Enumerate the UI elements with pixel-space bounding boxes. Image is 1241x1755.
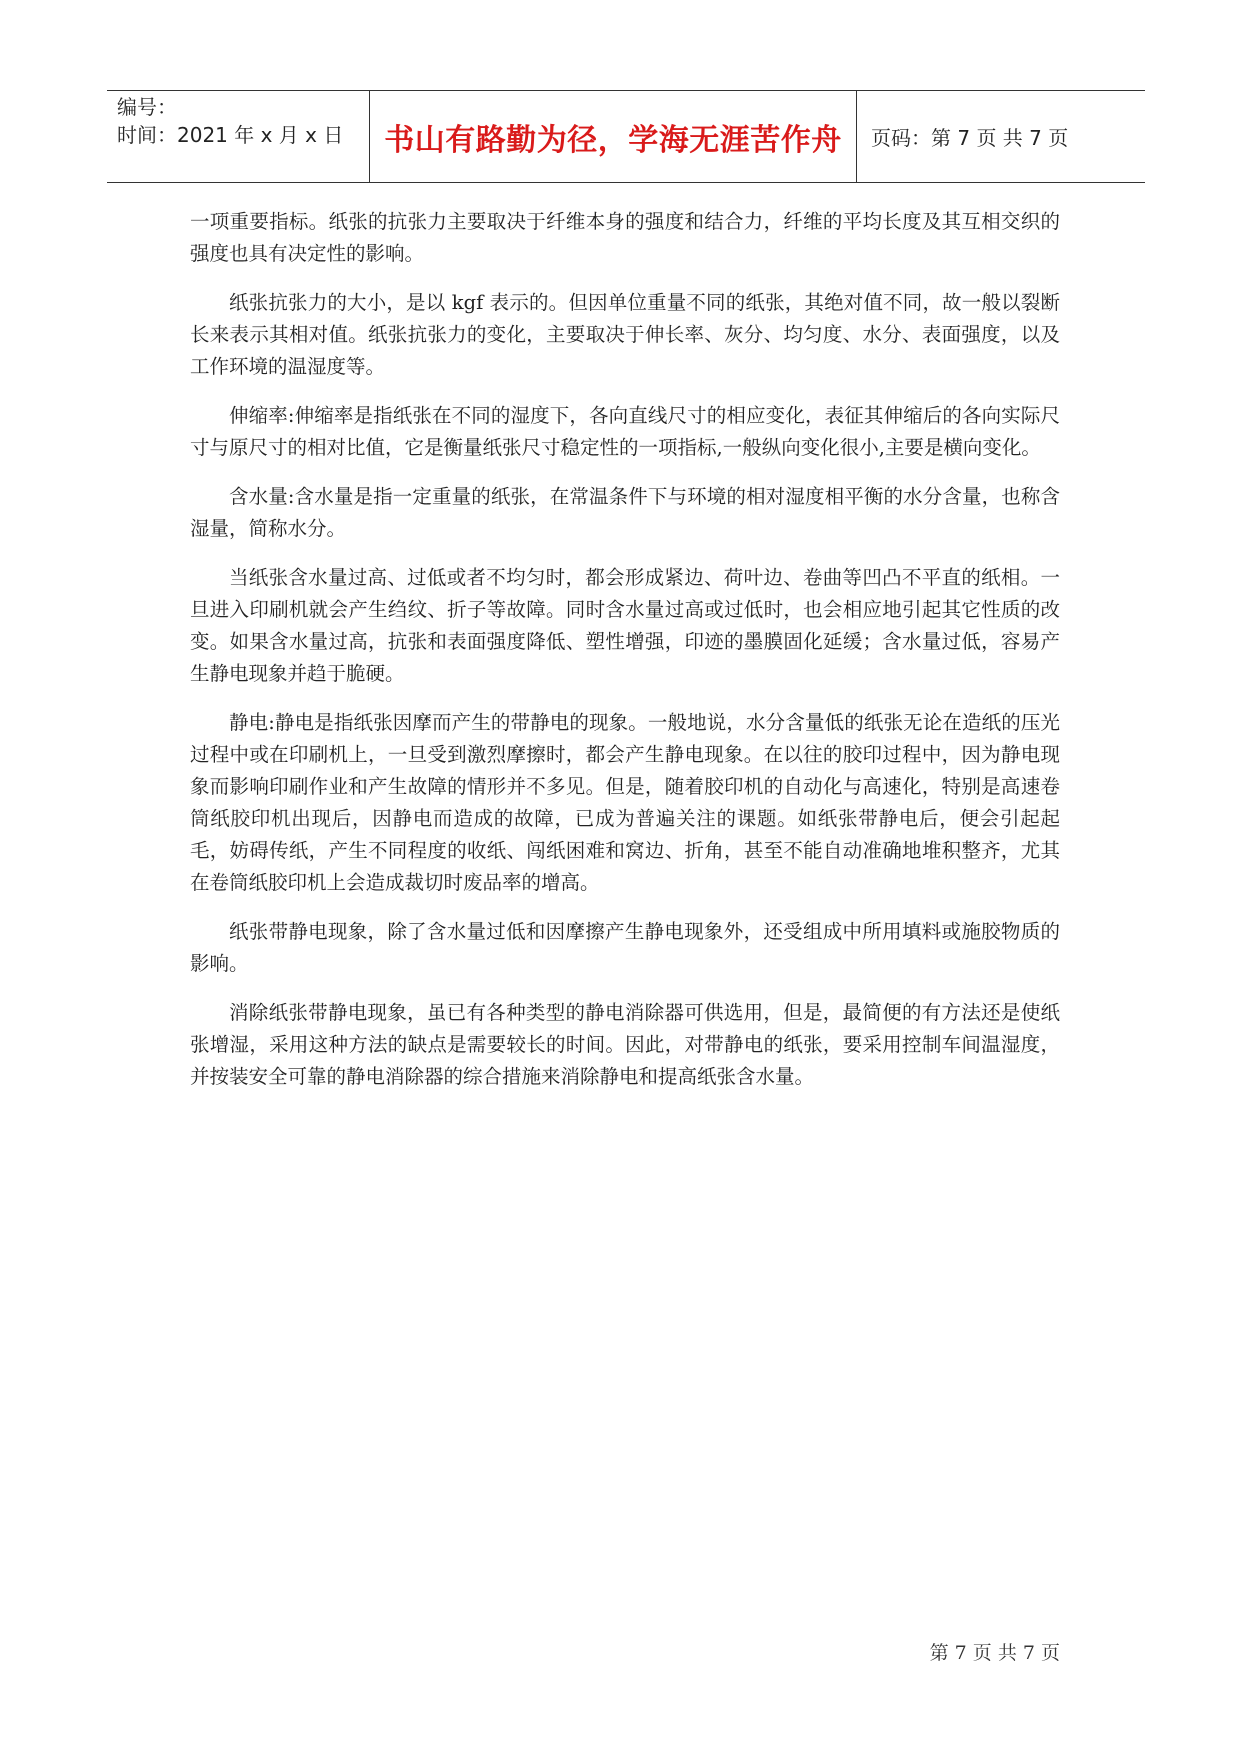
- paragraph: 伸缩率:伸缩率是指纸张在不同的湿度下，各向直线尺寸的相应变化，表征其伸缩后的各向实际尺寸与原尺寸的相对比值，它是衡量纸张尺寸稳定性的一项指标,一般纵向变化很小,主要是横向变化。: [190, 404, 1060, 459]
- page-footer: [750, 1638, 1060, 1665]
- paragraph: 纸张带静电现象，除了含水量过低和因摩擦产生静电现象外，还受组成中所用填料或施胶物质的影响。: [190, 920, 1060, 975]
- time-label: 时间：2021 年 x 月 x 日: [117, 123, 344, 147]
- paragraph: 静电:静电是指纸张因摩而产生的带静电的现象。一般地说，水分含量低的纸张无论在造纸的压光过程中或在印刷机上，一旦受到激烈摩擦时，都会产生静电现象。在以往的胶印过程中，因为静电现象而影响印刷作业和产生故障的情形并不多见。但是，随着胶印机的自动化与高速化，特别是高速卷筒纸胶印机出现后，因静电而造成的故障，已成为普遍关注的课题。如纸张带静电后，便会引起起毛，妨碍传纸，产生不同程度的收纸、闯纸困难和窝边、折角，甚至不能自动准确地堆积整齐，尤其在卷筒纸胶印机上会造成裁切时废品率的增高。: [190, 711, 1060, 894]
- page-header: [107, 90, 1145, 183]
- paragraph: 一项重要指标。纸张的抗张力主要取决于纤维本身的强度和结合力，纤维的平均长度及其互相交织的强度也具有决定性的影响。: [190, 210, 1060, 265]
- paragraph: 含水量:含水量是指一定重量的纸张，在常温条件下与环境的相对湿度相平衡的水分含量，也称含湿量，简称水分。: [190, 485, 1060, 540]
- header-motto-cell: [370, 91, 857, 182]
- header-page-info: [857, 91, 1145, 182]
- document-body: [190, 206, 1060, 1110]
- paragraph: 纸张抗张力的大小，是以 kgf 表示的。但因单位重量不同的纸张，其绝对值不同，故一般以裂断长来表示其相对值。纸张抗张力的变化，主要取决于伸长率、灰分、均匀度、水分、表面强度，以及工作环境的温湿度等。: [190, 291, 1060, 378]
- paragraph: 消除纸张带静电现象，虽已有各种类型的静电消除器可供选用，但是，最简便的有方法还是使纸张增湿，采用这种方法的缺点是需要较长的时间。因此，对带静电的纸张，要采用控制车间温湿度，并按装安全可靠的静电消除器的综合措施来消除静电和提高纸张含水量。: [190, 1001, 1060, 1088]
- paragraph: 当纸张含水量过高、过低或者不均匀时，都会形成紧边、荷叶边、卷曲等凹凸不平直的纸相。一旦进入印刷机就会产生绉纹、折子等故障。同时含水量过高或过低时，也会相应地引起其它性质的改变。如果含水量过高，抗张和表面强度降低、塑性增强，印迹的墨膜固化延缓；含水量过低，容易产生静电现象并趋于脆硬。: [190, 566, 1060, 685]
- motto-text: 书山有路勤为径，学海无涯苦作舟: [384, 122, 842, 158]
- number-label: 编号：: [117, 95, 177, 119]
- page-info-text: 页码：第 7 页 共 7 页: [871, 126, 1069, 150]
- header-meta: [107, 91, 370, 182]
- footer-page-number: 第 7 页 共 7 页: [929, 1642, 1060, 1664]
